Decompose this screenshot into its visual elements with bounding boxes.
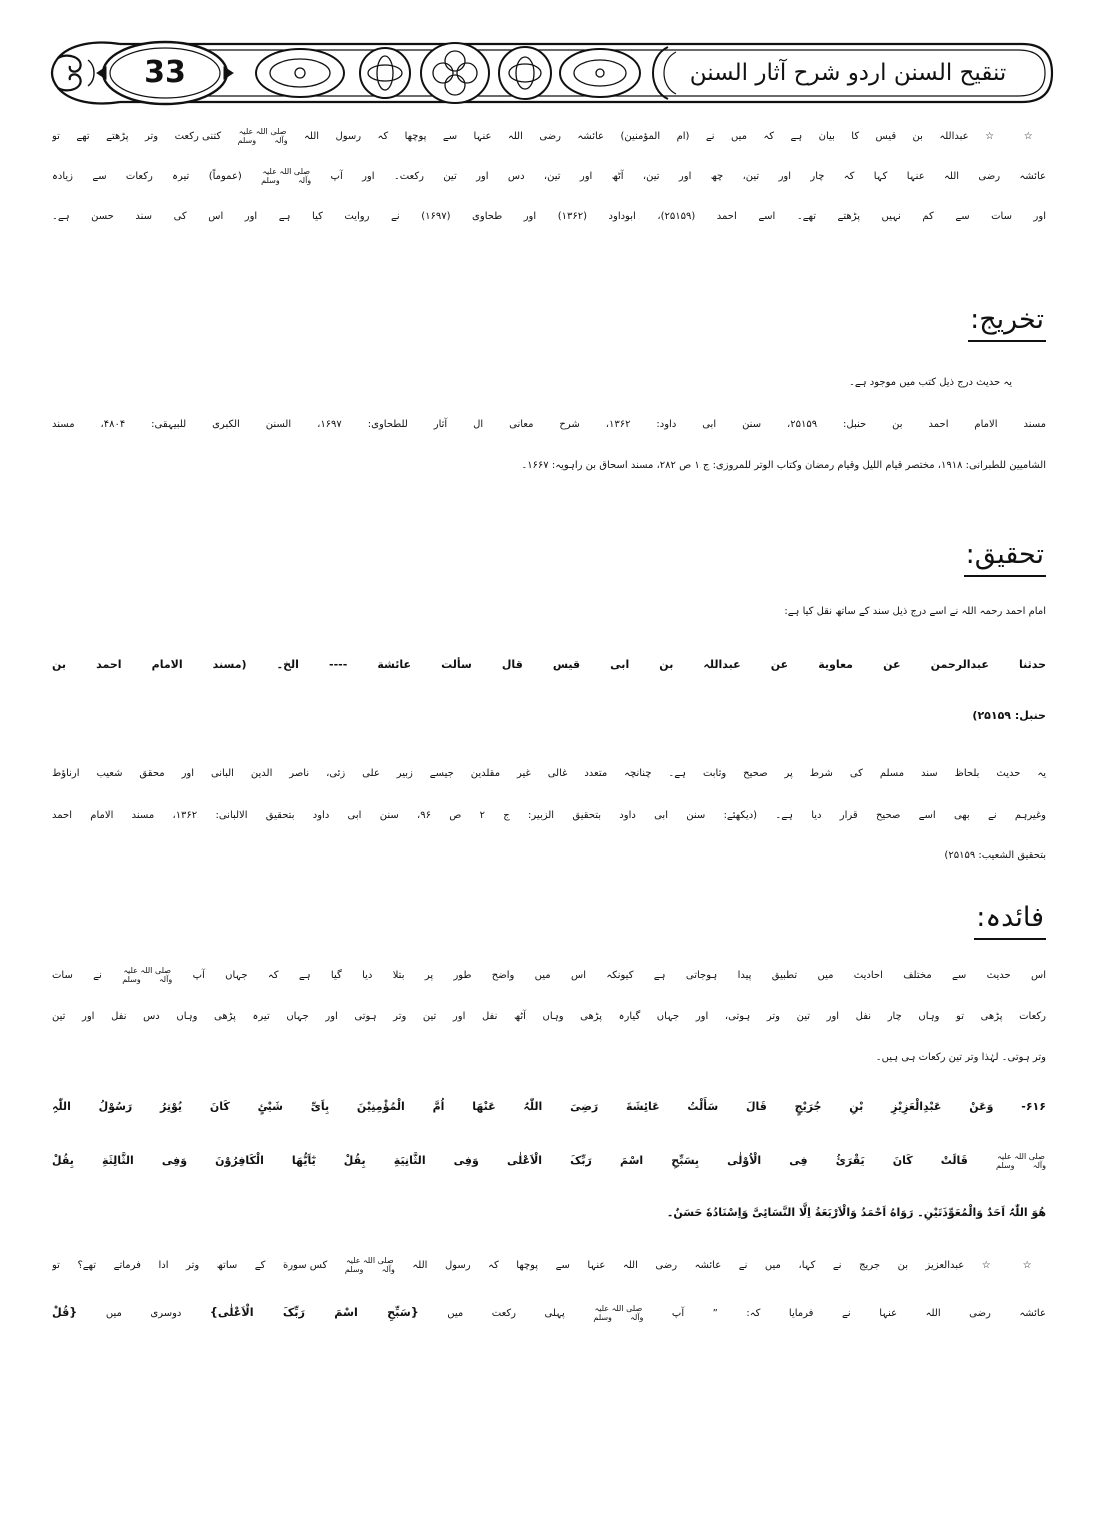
tahqiq-heading [964, 535, 1046, 579]
text-segment: عائشہ رضی اللہ عنہا کہا کہ چار اور تین، چھ اور تین، آٹھ اور تین، دس اور تین رکعت۔ اور آپ [330, 171, 1046, 182]
takhrij-heading-text: تخریج: [968, 302, 1046, 342]
hadith-616-line-2 [52, 1141, 1046, 1181]
takhrij-intro: یہ حدیث درج ذیل کتب میں موجود ہے۔ [849, 377, 1012, 388]
tahqiq-line-1: یہ حدیث بلحاظ سند مسلم کی شرط پر صحیح وثابت ہے۔ چنانچہ متعدد غالی غیر مقلدین جیسے زبیر علی زئی، ناصر الدین البانی اور محقق شعیب ارناؤط [52, 768, 1046, 779]
tahqiq-heading-text: تحقیق: [964, 537, 1046, 577]
takhrij-line-1: مسند الامام احمد بن حنبل: ۲۵۱۵۹، سنن ابی داود: ۱۳۶۲، شرح معانی ال آثار للطحاوی: ۱۶۹۷، السنن الکبری للبیہقی: ۴۸۰۴، مسند [52, 419, 1046, 430]
sanad-line-2: حنبل: ۲۵۱۵۹) [972, 709, 1046, 722]
tahqiq-line-3: بتحقیق الشعیب: ۲۵۱۵۹) [944, 850, 1046, 861]
text-segment: پہلی رکعت میں [447, 1308, 565, 1319]
translation-line-2 [52, 1293, 1046, 1333]
translation-line-1 [52, 1246, 1046, 1286]
text-segment: قَالَتْ کَانَ یَقْرَئُ فِی الْاُوْلٰی بِسَبِّحِ اسْمَ رَبِّکَ الْاَعْلٰی وَفِی الثَّانِیَةِ بِقُلْ یٰٓاَیُّهَا الْکَافِرُوْنَ وَفِی الثَّالِثَةِ بِقُلْ [52, 1154, 968, 1167]
honorific-ligature: صلی اللہ علیہ وآلہ وسلم [122, 966, 173, 984]
text-segment: اس حدیث سے مختلف احادیث میں تطبیق پیدا ہوجاتی ہے کیونکہ اس میں واضح طور پر بتلا دیا گیا ہے کہ جہاں آپ [192, 970, 1046, 981]
text-segment: دوسری میں [105, 1308, 182, 1319]
faida-heading-text: فائدہ: [974, 900, 1046, 940]
hadith-616-line-3: هُوَ اللّٰہُ اَحَدٌ وَالْمُعَوِّذَتَیْنِ۔ رَوَاهُ اَحْمَدُ وَالْاَرْبَعَةُ اِلَّا النَّسَائِیَّ وَاِسْنَادُهٗ حَسَنٌ۔ [666, 1206, 1046, 1219]
faida-line-3: وتر ہوتی۔ لہٰذا وتر تین رکعات ہی ہیں۔ [875, 1052, 1046, 1063]
faida-heading [974, 898, 1046, 942]
faida-line-1 [52, 956, 1046, 996]
honorific-ligature: صلی اللہ علیہ وآلہ وسلم [261, 167, 312, 185]
text-segment: (عموماً) تیرہ رکعات سے زیادہ [52, 171, 242, 182]
honorific-ligature: صلی اللہ علیہ وآلہ وسلم [237, 127, 288, 145]
faida-line-2: رکعات پڑھی تو وہاں چار نفل اور تین وتر ہوتی، اور جہاں گیارہ پڑھی وہاں آٹھ نفل اور تین وتر ہوتی اور جہاں تیرہ پڑھی وہاں دس نفل اور تین [52, 1011, 1046, 1022]
text-segment: کس سورة کے ساتھ وتر ادا فرماتے تھے؟ تو [52, 1260, 328, 1271]
quran-verse: {سَبِّحِ اسْمَ رَبِّکَ الْاَعْلٰی} [209, 1306, 419, 1319]
tahqiq-line-2: وغیرہم نے بھی اسے صحیح قرار دیا ہے۔ (دیکھئے: سنن ابی داود بتحقیق الزبیر: ج ۲ ص ۹۶، سنن ابی داود بتحقیق الالبانی: ۱۳۶۲، مسند الامام احمد [52, 810, 1046, 821]
sanad-line-1: حدثنا عبدالرحمن عن معاویة عن عبداللہ بن ابی قیس قال سألت عائشة ---- الخ۔ (مسند الامام احمد بن [52, 658, 1046, 671]
tahqiq-intro: امام احمد رحمہ اللہ نے اسے درج ذیل سند کے ساتھ نقل کیا ہے: [784, 606, 1046, 617]
honorific-ligature: صلی اللہ علیہ وآلہ وسلم [344, 1256, 395, 1274]
quran-verse: {قُلْ [52, 1306, 78, 1319]
honorific-ligature: صلی اللہ علیہ وآلہ وسلم [593, 1304, 644, 1322]
text-segment: ☆ ☆ عبدالعزیز بن جریج نے کہا، میں نے عائشہ رضی اللہ عنہا سے پوچھا کہ رسول اللہ [412, 1260, 1046, 1271]
hadith-616-line-1: ۶۱۶- وَعَنْ عَبْدِالْعَزِیْزِ بْنِ جُرَیْجٍ قَالَ سَأَلْتُ عَائِشَةَ رَضِیَ اللّٰہُ عَنْهَا اُمَّ الْمُؤْمِنِیْنَ بِاَیِّ شَیْئٍ کَانَ یُوْتِرُ رَسُوْلُ اللّٰہِ [52, 1100, 1046, 1113]
narration-line-3: اور سات سے کم نہیں پڑھتے تھے۔ اسے احمد (۲۵۱۵۹)، ابوداود (۱۳۶۲) اور طحاوی (۱۶۹۷) نے روایت کیا ہے اور اس کی سند حسن ہے۔ [52, 211, 1046, 222]
center-ornaments [256, 43, 640, 103]
text-segment: ☆ ☆ عبداللہ بن قیس کا بیان ہے کہ میں نے (ام المؤمنین) عائشہ رضی اللہ عنہا سے پوچھا کہ رسول اللہ [304, 131, 1046, 142]
page-number: 33 [144, 55, 186, 90]
narration-line-2 [52, 157, 1046, 197]
text-segment: نے سات [52, 970, 102, 981]
text-segment: کتنی رکعت وتر پڑھتے تھے تو [52, 131, 222, 142]
book-title: تنقیح السنن اردو شرح آثار السنن [689, 60, 1007, 86]
takhrij-line-2: الشامیین للطبرانی: ۱۹۱۸، مختصر قیام اللیل وقیام رمضان وکتاب الوتر للمروزی: ج ۱ ص ۲۸۲، مسند اسحاق بن راہویہ: ۱۶۶۷۔ [521, 460, 1046, 471]
takhrij-heading [968, 300, 1046, 344]
text-segment: عائشہ رضی اللہ عنہا نے فرمایا کہ: ” آپ [671, 1308, 1046, 1319]
narration-line-1 [52, 117, 1046, 157]
honorific-ligature: صلی اللہ علیہ وآلہ وسلم [996, 1152, 1046, 1170]
